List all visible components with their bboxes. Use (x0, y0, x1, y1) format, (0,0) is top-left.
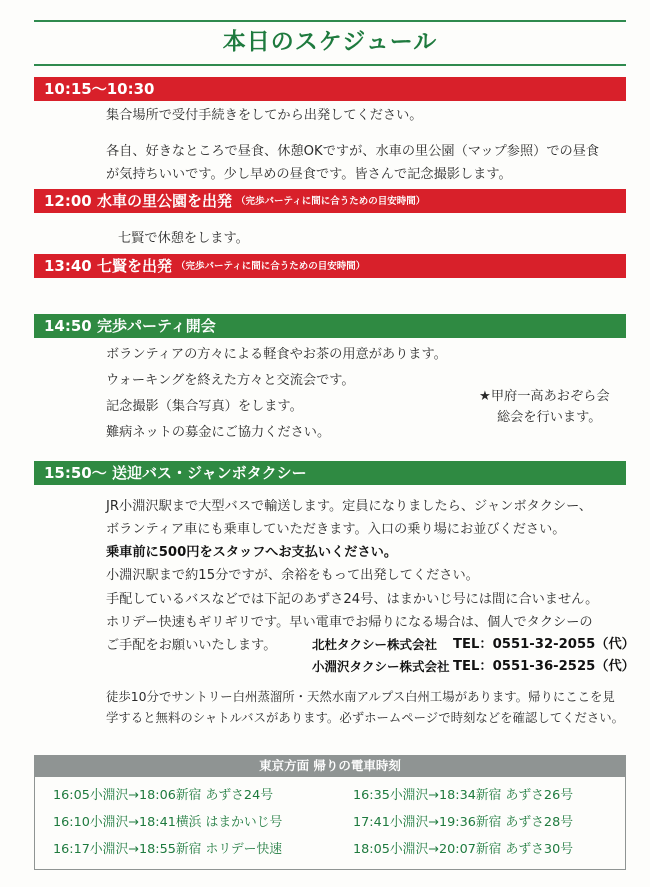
side-note-line: ★甲府一高あおぞら会 (479, 389, 610, 404)
text-line: ホリデー快速もギリギリです。早い電車でお帰りになる場合は、個人でタクシーの (106, 615, 593, 630)
train-row: 18:05小淵沢→20:07新宿 あずさ30号 (353, 842, 574, 857)
section-bar-1200 (34, 189, 626, 213)
title-frame (34, 20, 626, 66)
text-line: 七賢で休憩をします。 (118, 231, 249, 246)
page-title: 本日のスケジュール (222, 29, 438, 55)
text-line: 記念撮影（集合写真）をします。 (106, 399, 303, 414)
text-line: 難病ネットの募金にご協力ください。 (106, 425, 331, 440)
side-note-line: 総会を行います。 (497, 410, 602, 425)
taxi-company: 小淵沢タクシー株式会社 (312, 659, 450, 674)
text-line: 小淵沢駅まで約15分ですが、余裕をもって出発してください。 (106, 568, 479, 583)
train-row: 16:35小淵沢→18:34新宿 あずさ26号 (353, 788, 574, 803)
bar-label: 15:50〜 送迎バス・ジャンボタクシー (44, 464, 307, 482)
text-line: JR小淵沢駅まで大型バスで輸送します。定員になりましたら、ジャンボタクシー、 (106, 499, 592, 514)
text-line: ご手配をお願いいたします。 (106, 638, 277, 653)
taxi-tel: TEL：0551-36-2525（代） (453, 659, 635, 674)
section-bar-1015 (34, 77, 626, 101)
taxi-company: 北杜タクシー株式会社 (312, 637, 438, 652)
train-row: 16:17小淵沢→18:55新宿 ホリデー快速 (53, 842, 283, 857)
section-bar-1340 (34, 254, 626, 278)
train-table (34, 777, 626, 870)
section-bar-1450 (34, 314, 626, 338)
bar-label: 13:40 七賢を出発 (44, 257, 172, 275)
section-bar-1550 (34, 461, 626, 485)
text-line: ウォーキングを終えた方々と交流会です。 (106, 373, 355, 388)
train-table-header: 東京方面 帰りの電車時刻 (34, 755, 626, 777)
text-line: が気持ちいいです。少し早めの昼食です。皆さんで記念撮影します。 (106, 167, 512, 182)
bar-label: 14:50 完歩パーティ開会 (44, 317, 216, 335)
payment-notice: 乗車前に500円をスタッフへお支払いください。 (106, 545, 398, 560)
bar-label: 10:15〜10:30 (44, 80, 155, 98)
footer-line: 徒歩10分でサントリー白州蒸溜所・天然水南アルプス白州工場があります。帰りにここを見 (106, 689, 615, 704)
text-line: 各自、好きなところで昼食、休憩OKですが、水車の里公園（マップ参照）での昼食 (106, 144, 600, 159)
text-line: 手配しているバスなどでは下記のあずさ24号、はまかいじ号には間に合いません。 (106, 592, 599, 607)
taxi-tel: TEL：0551-32-2055（代） (453, 637, 635, 652)
train-row: 16:10小淵沢→18:41横浜 はまかいじ号 (53, 815, 283, 830)
text-line: 集合場所で受付手続きをしてから出発してください。 (106, 108, 423, 123)
footer-line: 学すると無料のシャトルバスがあります。必ずホームページで時刻などを確認してください。 (106, 710, 625, 725)
bar-note: （完歩パーティに間に合うための目安時間） (235, 196, 426, 207)
train-row: 17:41小淵沢→19:36新宿 あずさ28号 (353, 815, 574, 830)
bar-note: （完歩パーティに間に合うための目安時間） (175, 261, 366, 272)
train-row: 16:05小淵沢→18:06新宿 あずさ24号 (53, 788, 274, 803)
bar-label: 12:00 水車の里公園を出発 (44, 192, 232, 210)
text-line: ボランティアの方々による軽食やお茶の用意があります。 (106, 347, 447, 362)
text-line: ボランティア車にも乗車していただきます。入口の乗り場にお並びください。 (106, 522, 566, 537)
